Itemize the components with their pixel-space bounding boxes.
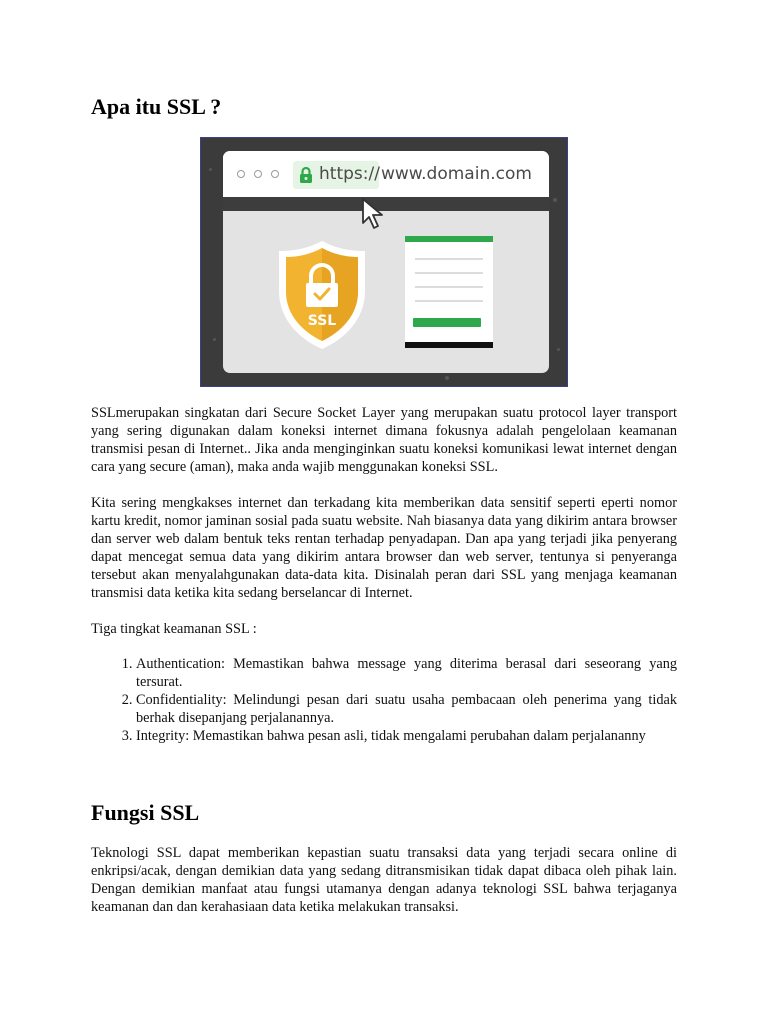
form-line bbox=[415, 286, 483, 288]
form-line bbox=[415, 300, 483, 302]
browser-address-bar bbox=[223, 151, 549, 197]
heading-apa-itu-ssl: Apa itu SSL ? bbox=[91, 94, 222, 119]
browser-window-graphic bbox=[223, 151, 549, 373]
list-item: 2. Confidentiality: Melindungi pesan dari suatu usaha pembacaan oleh penerima yang tidak berhak disepanjang perjalanannya. bbox=[136, 691, 677, 727]
form-line bbox=[415, 272, 483, 274]
list-item: 1. Authentication: Memastikan bahwa message yang diterima berasal dari seseorang yang tersurat. bbox=[136, 655, 677, 691]
window-dot-icon bbox=[271, 170, 279, 178]
padlock-icon bbox=[299, 166, 313, 184]
paragraph-ssl-context: Kita sering mengkakses internet dan terkadang kita memberikan data sensitif seperti eperti nomor kartu kredit, nomor jaminan sosial pada suatu website. Nah biasanya data yang dikirim antara browser dan server web dalam bentuk teks rentan terhadap penyadapan. Dan apa yang terjadi jika penyerang dapat mencegat semua data yang dikirim antara browser dan web server, tentunya si penyeranga tersebut akan menyalahgunakan data-data kita. Disinalah peran dari SSL yang menjaga keamanan transmisi data ketika kita sedang berselancar di Internet. bbox=[91, 495, 677, 601]
url-scheme: https:// bbox=[319, 164, 380, 184]
mouse-cursor-icon bbox=[361, 197, 387, 231]
form-header-bar bbox=[405, 236, 493, 242]
form-submit-graphic bbox=[413, 318, 481, 327]
ssl-illustration bbox=[200, 137, 568, 387]
form-footer-bar bbox=[405, 342, 493, 348]
paragraph-ssl-function: Teknologi SSL dapat memberikan kepastian suatu transaksi data yang terjadi secara online di enkripsi/acak, dengan demikian data yang sedang ditransmisikan tidak dapat dibaca oleh pihak lain. Dengan demikian manfaat atau fungsi utamanya dengan adanya teknologi SSL bahwa terjaganya keamanan dan dan kerahasiaan data ketika melakukan transaksi. bbox=[91, 845, 677, 915]
url-domain: www.domain.com bbox=[381, 164, 532, 184]
heading-fungsi-ssl: Fungsi SSL bbox=[91, 800, 200, 825]
ssl-shield-icon bbox=[277, 239, 367, 351]
form-line bbox=[415, 258, 483, 260]
list-item: 3. Integrity: Memastikan bahwa pesan asli, tidak mengalami perubahan dalam perjalananny bbox=[136, 727, 677, 745]
https-highlight bbox=[293, 161, 379, 189]
paragraph-ssl-definition: SSLmerupakan singkatan dari Secure Socket Layer yang merupakan suatu protocol layer transport yang sering digunakan dalam koneksi internet dimana fokusnya adalah pengelolaan keamanan transmisi pesan di Internet.. Jika anda menginginkan suatu koneksi komunikasi lewat internet dengan cara yang secure (aman), maka anda wajib menggunakan koneksi SSL. bbox=[91, 405, 677, 475]
paragraph-security-levels-intro: Tiga tingkat keamanan SSL : bbox=[91, 621, 257, 637]
secure-form-graphic bbox=[405, 236, 493, 348]
window-dot-icon bbox=[254, 170, 262, 178]
shield-label: SSL bbox=[307, 313, 337, 329]
security-levels-list bbox=[91, 655, 677, 745]
window-dot-icon bbox=[237, 170, 245, 178]
